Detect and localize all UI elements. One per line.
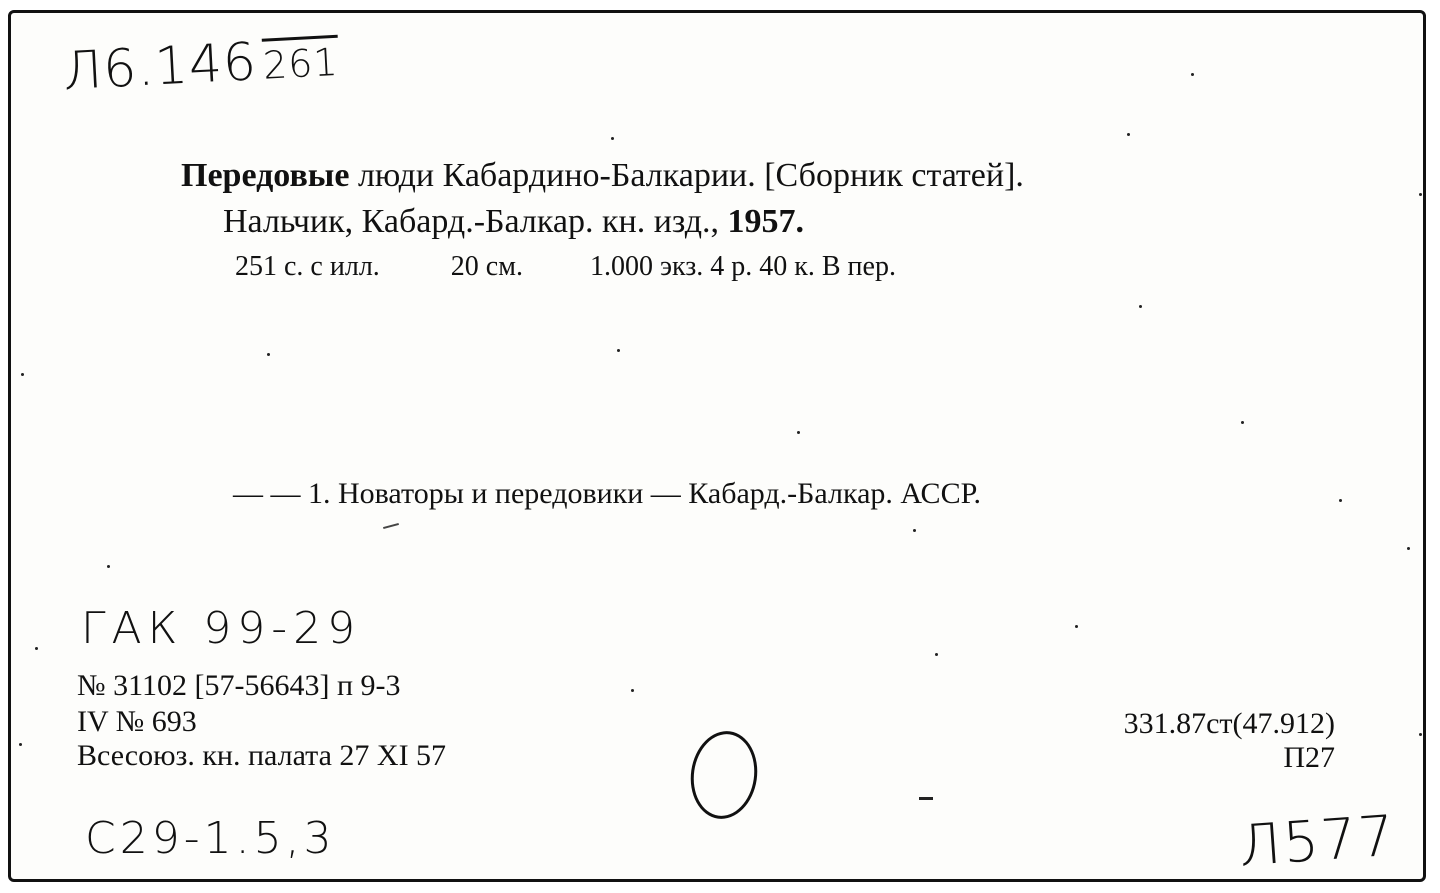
shelf-mark: [62, 28, 340, 102]
imprint-year: 1957.: [727, 203, 805, 240]
scan-speck: [21, 373, 24, 376]
acquisition-number: ГАК 99-29: [81, 603, 362, 654]
title-rest: люди Кабардино-Балкарии. [Сборник статей].: [349, 157, 1024, 194]
scan-speck: [1419, 193, 1422, 196]
scan-speck: [1075, 625, 1078, 628]
circle-mark: [685, 727, 763, 823]
scan-dash: [919, 797, 933, 800]
collation-pages: 251 с. с илл.: [235, 251, 380, 282]
scan-speck: [1241, 421, 1244, 424]
collation-line: [235, 251, 896, 283]
author-mark: П27: [1283, 741, 1335, 774]
scan-dash: [383, 523, 399, 529]
chamber-line: Всесоюз. кн. палата 27 XI 57: [77, 739, 447, 772]
imprint-line: [223, 203, 804, 241]
shelf-mark-sub: 261: [262, 35, 340, 88]
handwritten-code-right: Л577: [1236, 803, 1399, 880]
collation-size: 20 см.: [450, 251, 523, 282]
scan-speck: [797, 431, 800, 434]
title-lead: Передовые: [181, 157, 350, 194]
scan-speck: [1407, 547, 1410, 550]
title-line: [181, 157, 1024, 195]
scan-speck: [1419, 733, 1422, 736]
scan-speck: [935, 653, 938, 656]
scan-speck: [1191, 73, 1194, 76]
scan-speck: [1339, 499, 1342, 502]
subject-heading: — — 1. Новаторы и передовики — Кабард.-Балкар. АССР.: [233, 477, 982, 510]
classification-number: 331.87ст(47.912): [1123, 707, 1335, 740]
registry-line: IV № 693: [77, 705, 197, 738]
imprint-place: Нальчик, Кабард.-Балкар. кн. изд.,: [223, 203, 728, 240]
card-number-line: № 31102 [57-56643] п 9-3: [77, 669, 401, 702]
scan-speck: [611, 137, 614, 140]
scan-speck: [35, 647, 38, 650]
scan-speck: [1127, 133, 1130, 136]
scan-speck: [617, 349, 620, 352]
scan-speck: [19, 743, 22, 746]
scan-speck: [267, 353, 270, 356]
handwritten-code-left: С29-1.5,3: [85, 813, 336, 864]
scan-speck: [631, 689, 634, 692]
shelf-mark-main: Л6.146: [61, 32, 259, 103]
scan-speck: [913, 529, 916, 532]
catalog-card: [8, 10, 1426, 882]
collation-price: 1.000 экз. 4 р. 40 к. В пер.: [589, 251, 896, 282]
scan-speck: [107, 565, 110, 568]
scan-speck: [1139, 305, 1142, 308]
